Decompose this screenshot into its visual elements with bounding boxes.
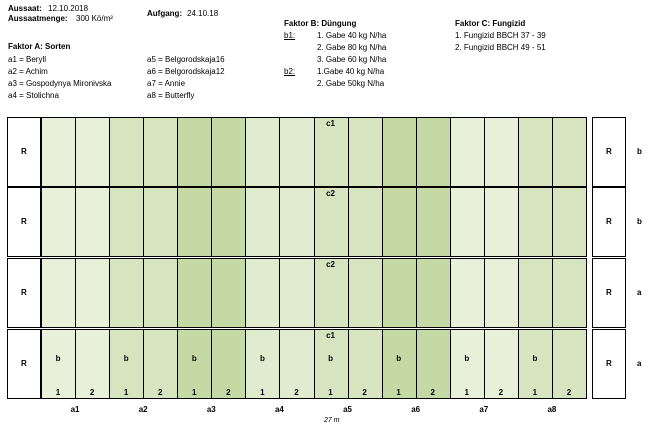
plot-cell[interactable]: [109, 117, 144, 187]
aussaatmenge-value: 300 Kö/m²: [76, 14, 113, 23]
plot-cell[interactable]: [177, 117, 212, 187]
fertilizer-label: b: [532, 354, 538, 363]
plot-cell[interactable]: [518, 117, 553, 187]
aussaat-value: 12.10.2018: [48, 4, 89, 13]
plot-cell[interactable]: [348, 117, 383, 187]
plot-cell[interactable]: [416, 258, 451, 328]
fungicide-label: c1: [326, 119, 335, 128]
plot-cell[interactable]: [450, 187, 485, 257]
plot-cell[interactable]: [245, 117, 280, 187]
plot-cell[interactable]: [41, 187, 76, 257]
variety-label: a7: [479, 405, 489, 414]
plot-cell[interactable]: [552, 117, 587, 187]
plot-number: 2: [226, 388, 231, 397]
factor-b-title: Faktor B: Düngung: [284, 19, 357, 28]
factor-b-b1-label: b1:: [284, 31, 296, 40]
factor-b-b1-item: 3. Gabe 60 kg N/ha: [317, 55, 387, 64]
variety-label: a5: [343, 405, 353, 414]
aufgang-value: 24.10.18: [187, 9, 219, 18]
factor-a-item: a5 = Belgorodskaja16: [147, 55, 225, 64]
plot-cell[interactable]: [177, 187, 212, 257]
plot-cell[interactable]: [211, 117, 246, 187]
fungicide-label: c1: [326, 331, 335, 340]
plot-cell[interactable]: [552, 258, 587, 328]
plot-cell[interactable]: [416, 187, 451, 257]
plot-cell[interactable]: [41, 117, 76, 187]
plot-cell[interactable]: [75, 187, 110, 257]
plot-cell[interactable]: [41, 258, 76, 328]
variety-label: a3: [206, 405, 216, 414]
fertilizer-label: b: [55, 354, 61, 363]
fertilizer-label: b: [396, 354, 402, 363]
border-label: R: [21, 288, 27, 297]
plot-number: 2: [362, 388, 367, 397]
factor-c-item: 2. Fungizid BBCH 49 - 51: [455, 43, 546, 52]
plot-number: 1: [123, 388, 129, 397]
plot-number: 1: [328, 388, 333, 397]
factor-b-b2-label: b2:: [284, 67, 296, 76]
plot-number: 1: [192, 388, 197, 397]
plot-cell[interactable]: [177, 258, 212, 328]
plot-number: 1: [55, 388, 61, 397]
plot-cell[interactable]: [143, 117, 178, 187]
plot-cell[interactable]: [143, 258, 178, 328]
variety-label: a4: [274, 405, 284, 414]
plot-cell[interactable]: [484, 187, 519, 257]
factor-a-item: a6 = Belgorodskaja12: [147, 67, 225, 76]
factor-a-item: a7 = Annie: [147, 79, 186, 88]
fertilizer-label: b: [464, 354, 470, 363]
factor-a-item: a8 = Butterfly: [147, 91, 195, 100]
fertilizer-side-label: a: [637, 288, 642, 297]
border-label: R: [21, 147, 27, 156]
plot-number: 2: [498, 388, 504, 397]
plot-cell[interactable]: [450, 117, 485, 187]
fertilizer-side-label: a: [637, 359, 642, 368]
factor-a-item: a4 = Stolichna: [8, 91, 59, 100]
variety-label: a6: [411, 405, 421, 414]
plot-number: 2: [89, 388, 95, 397]
plot-number: 1: [464, 388, 469, 397]
fertilizer-label: b: [123, 354, 129, 363]
factor-c-title: Faktor C: Fungizid: [455, 19, 526, 28]
fertilizer-label: b: [259, 354, 265, 363]
plot-cell[interactable]: [211, 258, 246, 328]
plot-number: 2: [430, 388, 435, 397]
plot-cell[interactable]: [484, 117, 519, 187]
plot-cell[interactable]: [279, 258, 314, 328]
border-label: R: [606, 217, 612, 226]
variety-label: a2: [138, 405, 148, 414]
border-label: R: [606, 288, 612, 297]
plot-number: 2: [294, 388, 299, 397]
plot-cell[interactable]: [552, 187, 587, 257]
variety-label: a1: [70, 405, 80, 414]
plot-cell[interactable]: [518, 187, 553, 257]
plot-number: 1: [260, 388, 265, 397]
fungicide-label: c2: [326, 189, 335, 198]
border-label: R: [606, 359, 612, 368]
plot-cell[interactable]: [518, 258, 553, 328]
fertilizer-label: b: [191, 354, 197, 363]
factor-a-title: Faktor A: Sorten: [8, 42, 71, 51]
plot-cell[interactable]: [382, 258, 417, 328]
factor-a-item: a3 = Gospodynya Mironivska: [8, 79, 112, 88]
plot-cell[interactable]: [382, 117, 417, 187]
plot-number: 2: [566, 388, 572, 397]
fertilizer-label: b: [328, 354, 333, 363]
factor-b-b2-item: 1.Gabe 40 kg N/ha: [317, 67, 385, 76]
aussaat-label: Aussaat:: [8, 4, 42, 13]
plot-cell[interactable]: [382, 187, 417, 257]
factor-b-b2-item: 2. Gabe 50kg N/ha: [317, 79, 385, 88]
plot-cell[interactable]: [245, 187, 280, 257]
variety-label: a8: [547, 405, 557, 414]
plot-cell[interactable]: [75, 117, 110, 187]
plot-cell[interactable]: [143, 187, 178, 257]
plot-cell[interactable]: [279, 187, 314, 257]
border-label: R: [606, 147, 612, 156]
plot-cell[interactable]: [75, 258, 110, 328]
plot-number: 1: [396, 388, 401, 397]
plot-number: 1: [532, 388, 538, 397]
plot-cell[interactable]: [416, 117, 451, 187]
plot-cell[interactable]: [348, 258, 383, 328]
aussaatmenge-label: Aussaatmenge:: [8, 14, 68, 23]
plot-cell[interactable]: [450, 258, 485, 328]
fertilizer-side-label: b: [637, 147, 642, 156]
aufgang-label: Aufgang:: [147, 9, 183, 18]
plot-cell[interactable]: [109, 258, 144, 328]
factor-a-item: a1 = Beryll: [8, 55, 47, 64]
plot-cell[interactable]: [279, 117, 314, 187]
border-label: R: [21, 359, 27, 368]
plot-cell[interactable]: [245, 258, 280, 328]
factor-c-item: 1. Fungizid BBCH 37 - 39: [455, 31, 546, 40]
factor-b-b1-item: 2. Gabe 80 kg N/ha: [317, 43, 387, 52]
fungicide-label: c2: [326, 260, 335, 269]
fertilizer-side-label: b: [637, 217, 642, 226]
factor-b-b1-item: 1. Gabe 40 kg N/ha: [317, 31, 387, 40]
plot-cell[interactable]: [109, 187, 144, 257]
plot-number: 2: [157, 388, 163, 397]
border-label: R: [21, 217, 27, 226]
plot-cell[interactable]: [484, 258, 519, 328]
plot-cell[interactable]: [348, 187, 383, 257]
factor-a-item: a2 = Achim: [8, 67, 48, 76]
field-width-label: 27 m: [324, 417, 340, 424]
plot-cell[interactable]: [211, 187, 246, 257]
